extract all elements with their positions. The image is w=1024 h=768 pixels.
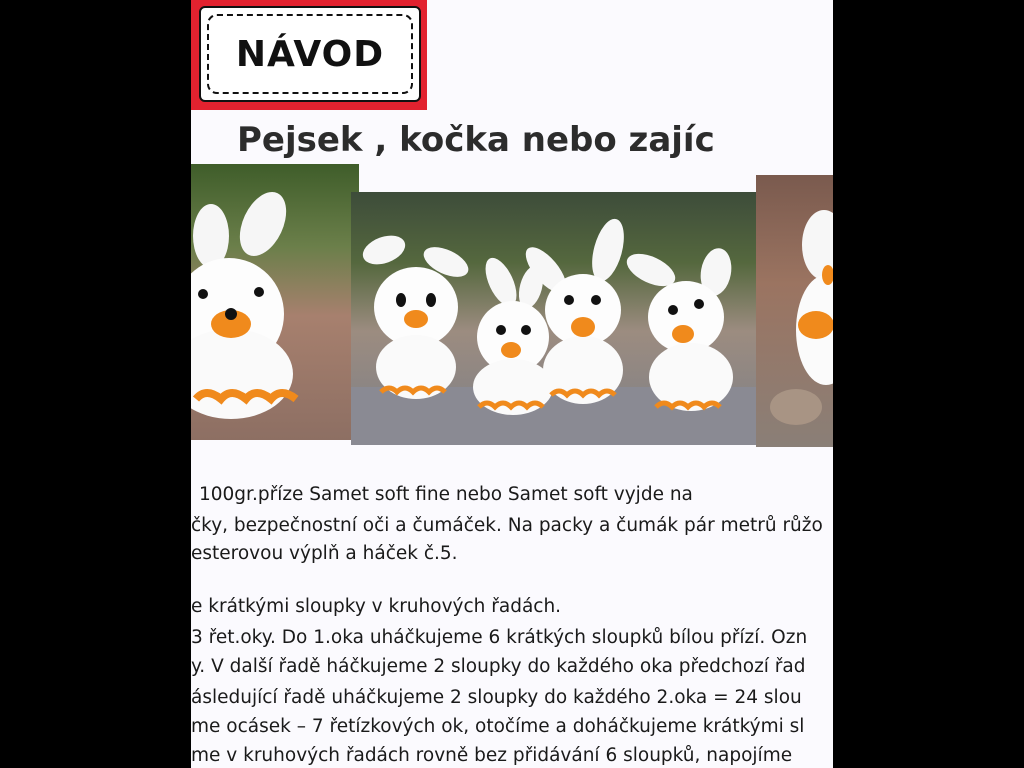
text-line-5: 3 řet.oky. Do 1.oka uháčkujeme 6 krátkých sloupků bílou přízí. Ozn	[191, 627, 808, 648]
bunny-group-illustration	[351, 192, 756, 445]
photo-bunny-left	[191, 164, 359, 440]
text-line-4: e krátkými sloupky v kruhových řadách.	[191, 596, 562, 617]
text-line-8: me ocásek – 7 řetízkových ok, otočíme a doháčkujeme krátkými sl	[191, 716, 805, 737]
badge-background	[191, 0, 427, 110]
badge-frame	[199, 6, 421, 102]
badge-label: NÁVOD	[235, 34, 385, 75]
bunny-left-illustration	[191, 164, 359, 440]
document-page	[191, 0, 833, 768]
text-line-1: 100gr.příze Samet soft fine nebo Samet soft vyjde na	[199, 484, 693, 505]
text-line-2: čky, bezpečnostní oči a čumáček. Na packy a čumák pár metrů růžo	[191, 515, 823, 536]
text-line-6: y. V další řadě háčkujeme 2 sloupky do každého oka předchozí řad	[191, 656, 806, 677]
text-line-7: ásledující řadě uháčkujeme 2 sloupky do každého 2.oka = 24 slou	[191, 687, 802, 708]
bunny-4	[622, 246, 735, 411]
page-title: Pejsek , kočka nebo zajíc	[237, 120, 715, 160]
photo-bunny-right	[756, 175, 833, 447]
photo-bunny-group	[351, 192, 756, 445]
text-line-3: esterovou výplň a háček č.5.	[191, 543, 458, 564]
bunny-1	[359, 230, 473, 399]
text-line-9: me v kruhových řadách rovně bez přidávání 6 sloupků, napojíme	[191, 745, 793, 766]
bunny-right-illustration	[756, 175, 833, 447]
